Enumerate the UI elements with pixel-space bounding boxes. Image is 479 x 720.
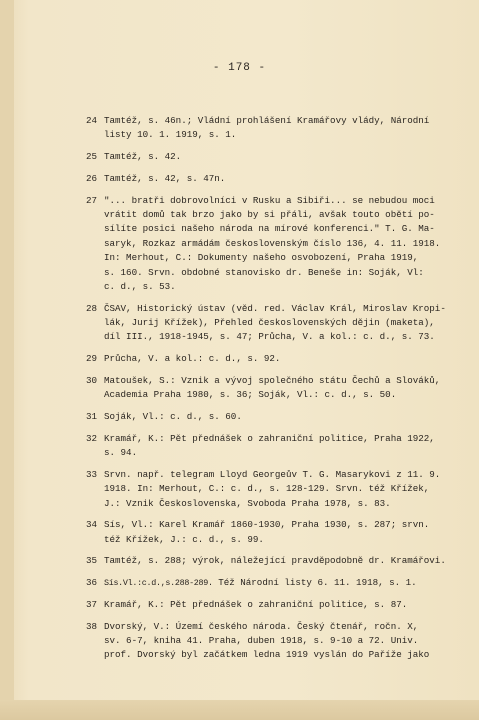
footnote-text: Tamtéž, s. 42. xyxy=(104,151,182,163)
footnote-text: Tamtéž, s. 42, s. 47n. xyxy=(104,172,226,184)
footnote-number: 24 xyxy=(86,115,98,126)
footnote xyxy=(86,468,466,511)
footnote xyxy=(86,352,466,366)
footnote xyxy=(86,374,466,403)
footnote xyxy=(86,518,466,547)
footnote-text: "... bratři dobrovolníci v Rusku a Sibiři... se nebudou moci vrátit domů tak brzo jako by si přáli, avšak touto obětí po- sílíte posici našeho národa na mírové konferenci." T. G. Ma- saryk, Rozkaz armádám československým číslo 136, 4. 11. 1918. In: Merhout, C.: Dokumenty našeho osvobození, Praha 1919, s. 160. Srvn. obdobné stanovisko dr. Beneše in: Soják, Vl: c. d., s. 53. xyxy=(104,194,441,292)
footnote-number: 31 xyxy=(86,410,98,422)
footnote-number: 36 xyxy=(86,577,98,589)
footnote-text: Tamtéž, s. 46n.; Vládní prohlášení Kramářovy vlády, Národní listy 10. 1. 1919, s. 1. xyxy=(104,115,430,141)
footnote-number: 26 xyxy=(86,172,98,184)
footnote-number: 25 xyxy=(86,151,98,163)
footnote-text: Průcha, V. a kol.: c. d., s. 92. xyxy=(104,353,281,365)
footnote xyxy=(86,302,466,345)
footnote-number: 34 xyxy=(86,519,98,531)
footnote xyxy=(86,150,466,164)
footnote xyxy=(86,194,466,295)
footnote-number: 29 xyxy=(86,353,98,365)
footnote-number: 27 xyxy=(86,194,98,206)
footnote-text: Sís, Vl.: Karel Kramář 1860-1930, Praha 1930, s. 287; srvn. též Křížek, J.: c. d., s. 99. xyxy=(104,519,430,545)
footnote-number: 30 xyxy=(86,374,98,386)
page-number: - 178 - xyxy=(212,62,267,74)
footnote xyxy=(86,598,466,612)
footnote-text: Kramář, K.: Pět přednášek o zahraniční politice, s. 87. xyxy=(104,598,408,610)
footnote-text: Kramář, K.: Pět přednášek o zahraniční politice, Praha 1922, s. 94. xyxy=(104,432,435,459)
handwritten-insertion: Sís.Vl.:c.d.,s.288-289. xyxy=(104,578,213,589)
footnote xyxy=(86,620,466,663)
footnote-text: Matoušek, S.: Vznik a vývoj společného státu Čechů a Slováků, Academia Praha 1980, s. 36; Soják, Vl.: c. d., s. 50. xyxy=(104,374,441,401)
footnotes-list xyxy=(86,114,466,670)
footnote-text: Tamtéž, s. 288; výrok, náležející pravděpodobně dr. Kramářovi. xyxy=(104,555,446,567)
footnote xyxy=(86,432,466,461)
footnote xyxy=(86,114,466,143)
footnote-text: Srvn. např. telegram Lloyd Georgeův T. G. Masarykovi z 11. 9. 1918. In: Merhout, C.: c. d., s. 128-129. Srvn. též Křížek, J.: Vznik Československa, Svoboda Praha 1978, s. 83. xyxy=(104,468,441,509)
footnote-number: 38 xyxy=(86,620,98,632)
page-bottom-edge xyxy=(0,700,479,720)
footnote-text: Dvorský, V.: Území českého národa. Český čtenář, ročn. X, sv. 6-7, kniha 41. Praha, duben 1918, s. 9-10 a 72. Univ. prof. Dvorský byl začátkem ledna 1919 vyslán do Paříže jako xyxy=(104,620,430,661)
footnote-number: 37 xyxy=(86,598,98,610)
footnote xyxy=(86,576,466,590)
footnote-text: ČSAV, Historický ústav (věd. red. Václav Král, Miroslav Kropi- lák, Jurij Křížek), Přehled československých dějin (maketa), díl III., 1918-1945, s. 47; Průcha, V. a kol.: c. d., s. 73. xyxy=(104,302,446,343)
footnote-text-tail: Též Národní listy 6. 11. 1918, s. 1. xyxy=(212,577,417,589)
binding-edge xyxy=(0,0,14,720)
footnote-number: 35 xyxy=(86,555,98,567)
footnote-text: Soják, Vl.: c. d., s. 60. xyxy=(104,410,242,422)
footnote xyxy=(86,172,466,186)
footnote-text-with-handwriting xyxy=(104,576,466,590)
footnote-number: 28 xyxy=(86,302,98,314)
footnote-number: 33 xyxy=(86,468,98,480)
footnote xyxy=(86,554,466,568)
footnote-number: 32 xyxy=(86,432,98,444)
footnote xyxy=(86,410,466,424)
